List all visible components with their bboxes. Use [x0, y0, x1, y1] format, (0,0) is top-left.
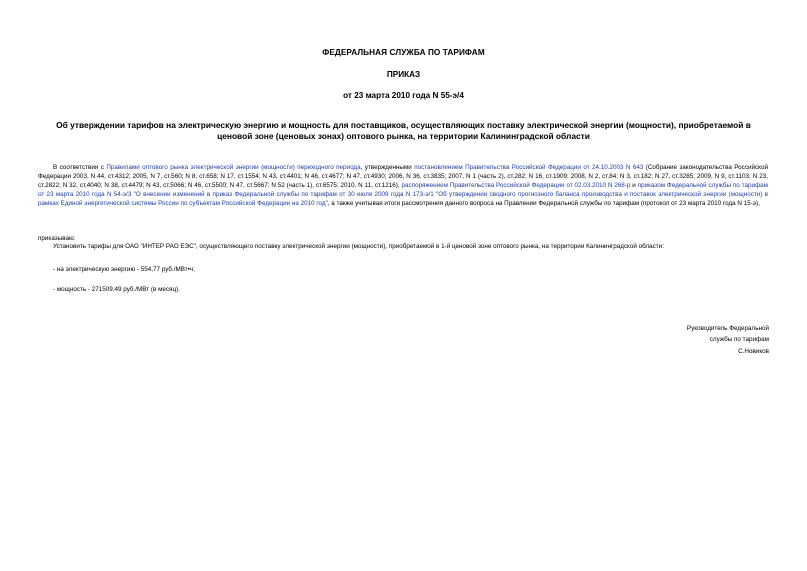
link-fst-order-54[interactable]: приказом Федеральной службы по тарифам от 23 марта 2010 года N 54-э/3 "О внесении изменений в приказ Федеральной службы по тарифам от 30 июля 2009 года N 173-э/1 "Об утверждении сводного прогнозного баланса производства и поставок электрической энергии (мощности) в рамках Единой энергетической системы России по субъектам Российской Федерации на 2010 год" — [38, 181, 768, 207]
document-date-number: от 23 марта 2010 года N 55-э/4 — [343, 91, 464, 100]
agency-heading: ФЕДЕРАЛЬНАЯ СЛУЖБА ПО ТАРИФАМ — [322, 48, 485, 57]
preamble-text-1: В соответствии с — [53, 164, 107, 171]
document-subject: Об утверждении тарифов на электрическую энергию и мощность для поставщиков, осуществляющих поставку электрической энергии (мощности), приобретаемой в ценовой зоне (ценовых зонах) оптового рынка, на территории Калининградской области — [56, 120, 751, 141]
tariff-energy-item: - на электрическую энергию - 554,77 руб./МВт•ч; — [53, 266, 195, 273]
establish-paragraph: Установить тарифы для ОАО "ИНТЕР РАО ЕЭС", осуществляющего поставку электрической энергии (мощности), приобретаемой в 1-й ценовой зоне оптового рынка, на территории Калининградской области: — [53, 243, 664, 250]
preamble-text-3: (Собрание законодательства Российской Федерации 2003, N 44, ст.4312; 2005, N 7, ст.560; N 8, ст.658; N 17, ст.1554; N 43, ст.4401; N 46, ст.4677; N 47, ст.4930; 2006, N 36, ст.3835; 2007, N 1 (часть 2), ст.282; N 16, ст.1909; 2008, N 2, ст.84; N 3, ст.182; N 27, ст.3285; 2009, N 9, ст.1103; N 23, ст.2822; N 32, ст.4040; N 38, ст.4479; N 43, ст.5066; N 46, ст.5500; N 47, ст.5667; N 52 (часть 1), ст.6575; 2010, N 11, ст.1216), — [38, 164, 769, 189]
link-wholesale-market-rules[interactable]: Правилами оптового рынка электрической энергии (мощности) переходного периода — [106, 164, 361, 171]
signature-position-line1: Руководитель Федеральной — [686, 325, 769, 332]
link-government-order-268r[interactable]: распоряжением Правительства Российской Федерации от 02.03.2010 N 268-р — [401, 181, 631, 189]
preamble-text-2: , утвержденными — [360, 164, 415, 171]
signature-name: С.Новиков — [738, 348, 769, 355]
preamble-paragraph — [38, 164, 768, 209]
signature-position-line2: службы по тарифам — [709, 336, 769, 343]
order-word: приказываю: — [38, 235, 76, 242]
document-type-heading: ПРИКАЗ — [386, 70, 421, 79]
preamble-text-4: и — [630, 181, 638, 189]
link-government-resolution-643[interactable]: постановлением Правительства Российской Федерации от 24.10.2003 N 643 — [414, 164, 644, 171]
preamble-text-5: , а также учитывая итоги рассмотрения данного вопроса на Правлении Федеральной службы по тарифам (протокол от 23 марта 2010 года N 15-э), — [327, 199, 760, 207]
tariff-capacity-item: - мощность - 271509,49 руб./МВт (в месяц). — [53, 286, 180, 293]
